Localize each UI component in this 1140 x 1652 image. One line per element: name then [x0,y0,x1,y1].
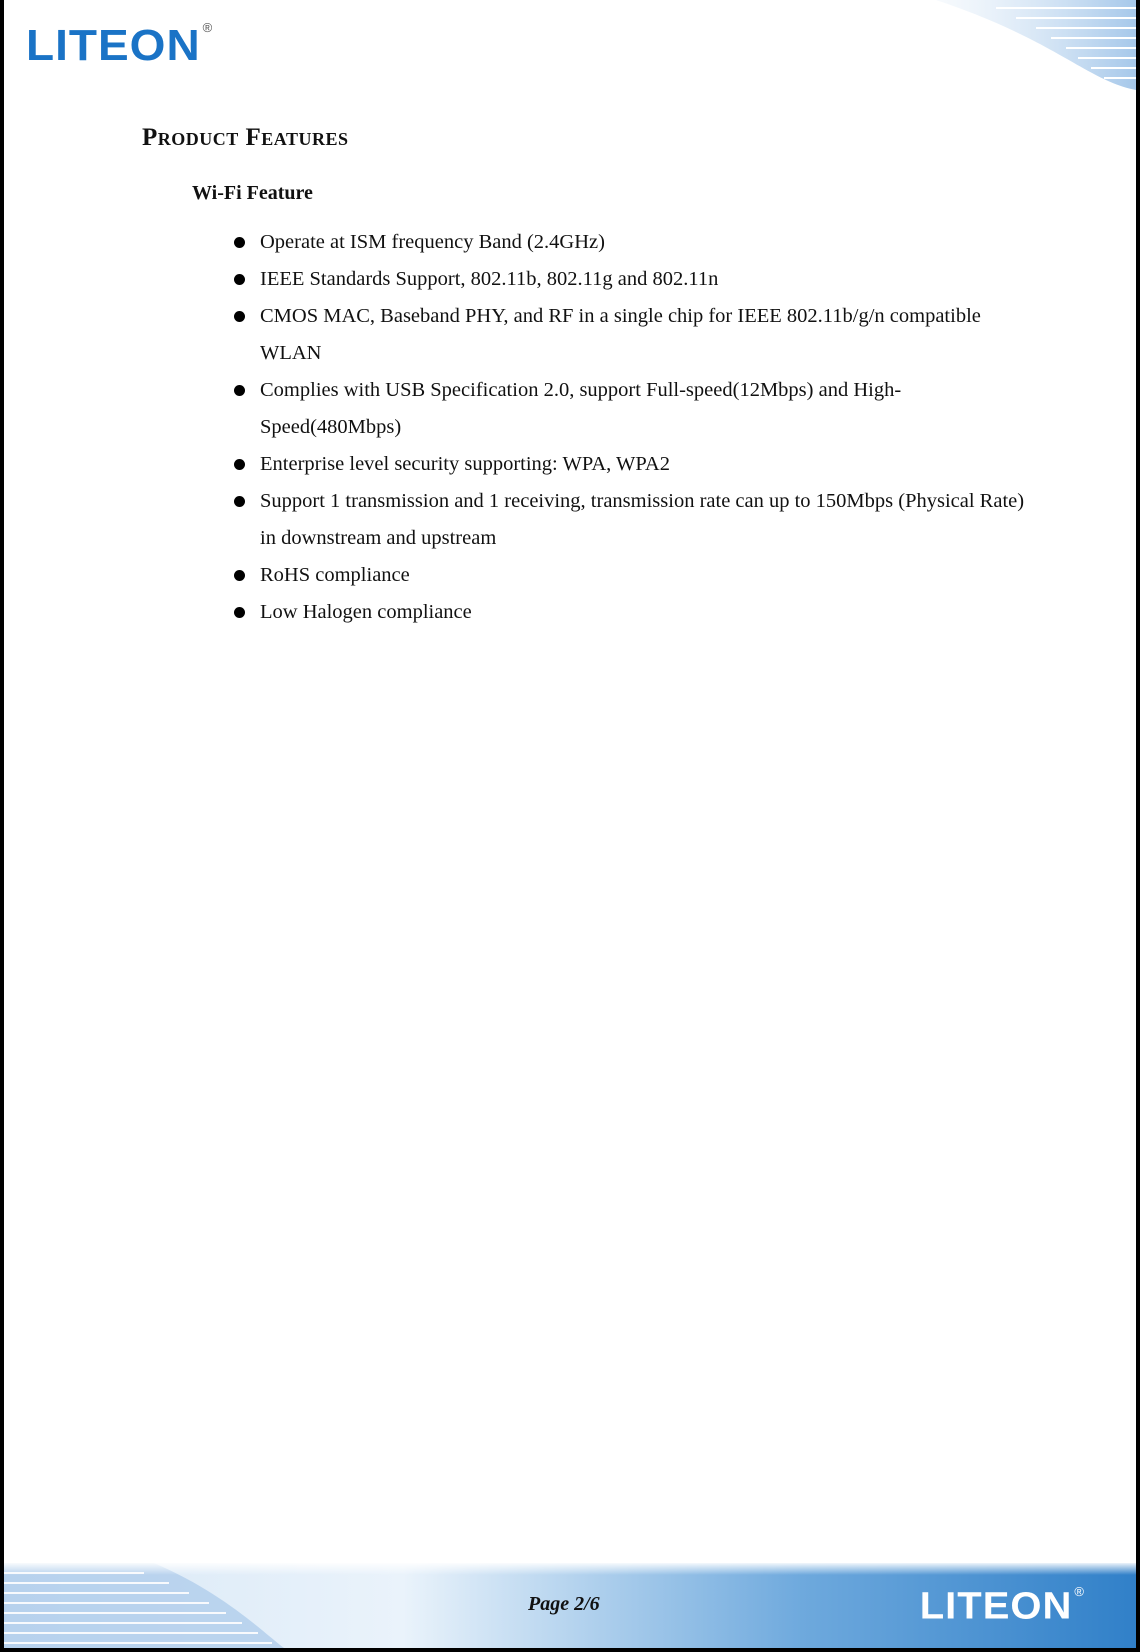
feature-text: Operate at ISM frequency Band (2.4GHz) [260,231,605,253]
list-item [232,594,1032,631]
bullet-icon [234,311,245,322]
bullet-icon [234,385,245,396]
feature-text: Support 1 transmission and 1 receiving, transmission rate can up to 150Mbps (Physical Rate) in downstream and upstream [260,490,1025,549]
liteon-logo [26,22,212,68]
feature-text: RoHS compliance [260,564,410,586]
feature-text: IEEE Standards Support, 802.11b, 802.11g and 802.11n [260,268,719,290]
page-footer [4,1553,1140,1648]
footer-logo-text: LITEON [919,1585,1073,1627]
list-item [232,298,1032,372]
list-item [232,224,1032,261]
bullet-icon [234,570,245,581]
list-item [232,446,1032,483]
list-item [232,372,1032,446]
list-item [232,483,1032,557]
feature-text: Complies with USB Specification 2.0, support Full-speed(12Mbps) and High-Speed(480Mbps) [260,379,902,438]
logo-registered-mark: ® [202,20,213,35]
footer-logo-registered-mark: ® [1074,1584,1084,1599]
list-item [232,261,1032,298]
feature-text: CMOS MAC, Baseband PHY, and RF in a single chip for IEEE 802.11b/g/n compatible WLAN [260,305,981,364]
corner-stripe-decoration [936,0,1136,90]
feature-text: Low Halogen compliance [260,601,472,623]
page-number: Page 2/6 [528,1593,600,1615]
section-title: Product Features [142,124,349,151]
footer-liteon-logo [920,1586,1084,1626]
bullet-icon [234,496,245,507]
list-item [232,557,1032,594]
bullet-icon [234,459,245,470]
bullet-icon [234,607,245,618]
bullet-icon [234,237,245,248]
bullet-icon [234,274,245,285]
feature-text: Enterprise level security supporting: WPA, WPA2 [260,453,670,475]
logo-text: LITEON [26,20,201,70]
feature-subtitle: Wi-Fi Feature [192,182,313,204]
feature-list [232,224,1032,631]
